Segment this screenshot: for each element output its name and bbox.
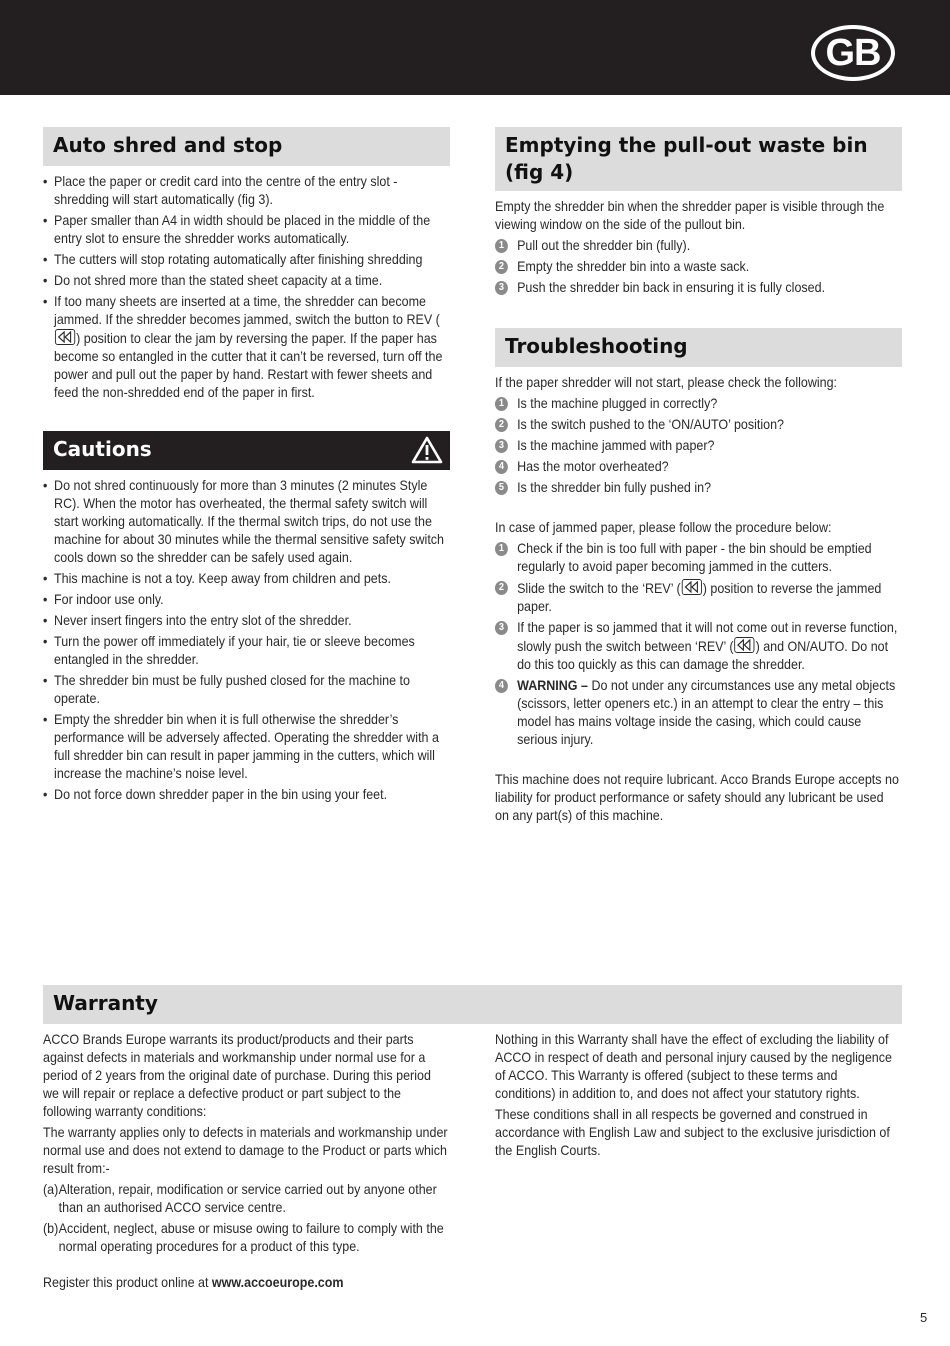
emptying-section [495, 127, 902, 300]
list-item [495, 540, 900, 576]
list-item: • Turn the power off immediately if your hair, tie or sleeve becomes entangled in the shredder. [43, 633, 448, 669]
step-text: Is the shredder bin fully pushed in? [517, 480, 712, 495]
list-item [495, 416, 900, 434]
jam-text-b: ) position to clear the jam by reversing the paper. If the paper has become so entangled in the cutter that it can’t be reversed, turn off the power and pull out the paper by hand. Restart with fewer sheets and feed the non-shredded end of the paper in first. [54, 331, 443, 400]
item-text: Accident, neglect, abuse or misuse owing to failure to comply with the normal operating procedures for a product of this type. [58, 1221, 444, 1254]
step-text: Empty the shredder bin into a waste sack. [517, 259, 750, 274]
emptying-heading: Emptying the pull-out waste bin (fig 4) [495, 127, 902, 191]
list-item: • Never insert fingers into the entry slot of the shredder. [43, 612, 448, 630]
troubleshooting-body [495, 374, 900, 825]
rev-icon [55, 329, 75, 345]
auto-shred-section [43, 127, 450, 405]
list-item [495, 258, 900, 276]
list-item: • The cutters will stop rotating automatically after finishing shredding [43, 251, 448, 269]
list-item [495, 458, 900, 476]
step-text: Do not under any circumstances use any metal objects (scissors, letter openers etc.) in an attempt to clear the entry – this model has mains voltage inside the casing, which could cause serious injury. [517, 678, 896, 747]
warranty-left-body [43, 1031, 448, 1292]
jam-text-a: If too many sheets are inserted at a time, the shredder can become jammed. If the shredder becomes jammed, switch the button to REV ( [54, 294, 440, 327]
step-text: Is the switch pushed to the ‘ON/AUTO’ position? [517, 417, 785, 432]
list-item [495, 237, 900, 255]
list-item [495, 437, 900, 455]
warning-label: WARNING – [517, 678, 588, 693]
cautions-section [43, 431, 450, 807]
list-item: • Place the paper or credit card into the centre of the entry slot - shredding will start automatically (fig 3). [43, 173, 448, 209]
step-number-1: 1 [495, 397, 508, 411]
troubleshooting-checks [495, 395, 900, 497]
list-item: • The shredder bin must be fully pushed closed for the machine to operate. [43, 672, 448, 708]
troubleshooting-heading: Troubleshooting [495, 328, 902, 367]
cautions-body [43, 477, 448, 804]
step-text: Slide the switch to the ‘REV’ ( [517, 581, 681, 596]
warranty-p1: ACCO Brands Europe warrants its product/products and their parts against defects in materials and workmanship under normal use for a period of 2 years from the original date of purchase. During this period we will repair or replace a defective product or part subject to the following warranty conditions: [43, 1032, 431, 1119]
warranty-heading: Warranty [43, 985, 902, 1024]
country-badge: GB [811, 25, 895, 81]
step-text: Has the motor overheated? [517, 459, 669, 474]
list-item [43, 1181, 448, 1217]
auto-shred-heading: Auto shred and stop [43, 127, 450, 166]
step-number-2: 2 [495, 418, 508, 432]
list-item: • Paper smaller than A4 in width should be placed in the middle of the entry slot to ensure the shredder works automatically. [43, 212, 448, 248]
auto-shred-list [43, 173, 448, 402]
rev-icon [682, 579, 702, 595]
warranty-right [495, 1031, 902, 1160]
step-number-4: 4 [495, 460, 508, 474]
cautions-list [43, 477, 448, 804]
warranty-left [43, 1031, 450, 1292]
register-text: Register this product online at [43, 1275, 212, 1290]
step-text: Is the machine plugged in correctly? [517, 396, 718, 411]
troubleshooting-section [495, 328, 902, 825]
list-item [495, 479, 900, 497]
jam-steps [495, 540, 900, 749]
list-item: • Do not shred more than the stated sheet capacity at a time. [43, 272, 448, 290]
list-item: • Empty the shredder bin when it is full otherwise the shredder’s performance will be adversely affected. Operating the shredder with a full shredder bin can result in paper jamming in the cutters, which will increase the machine’s noise level. [43, 711, 448, 783]
warning-triangle-icon [411, 436, 443, 464]
list-item [43, 293, 448, 402]
emptying-intro: Empty the shredder bin when the shredder paper is visible through the viewing window on the side of the pullout bin. [495, 199, 885, 232]
auto-shred-body [43, 173, 448, 402]
warranty-p3: Nothing in this Warranty shall have the effect of excluding the liability of ACCO in respect of death and personal injury caused by the negligence of ACCO. This Warranty is offered (subject to these terms and conditions) in addition to, and does not affect your statutory rights. [495, 1032, 892, 1101]
step-number-1: 1 [495, 239, 508, 253]
list-item [43, 1220, 448, 1256]
warranty-p2: The warranty applies only to defects in materials and workmanship under normal use and does not extend to damage to the Product or parts which result from:- [43, 1125, 448, 1176]
top-banner [0, 0, 950, 95]
list-item [495, 279, 900, 297]
step-text: Pull out the shredder bin (fully). [517, 238, 691, 253]
step-text: If the paper is so jammed that it will not come out in reverse function, slowly push the switch between ‘REV’ ( [517, 620, 898, 654]
register-line [43, 1274, 448, 1292]
warranty-section [43, 985, 902, 1024]
emptying-steps [495, 237, 900, 297]
troubleshooting-intro: If the paper shredder will not start, please check the following: [495, 375, 838, 390]
lubricant-note: This machine does not require lubricant. Acco Brands Europe accepts no liability for product performance or safety should any lubricant be used on any part(s) of this machine. [495, 772, 899, 823]
cautions-title: Cautions [53, 437, 152, 461]
rev-icon [734, 637, 754, 653]
step-number-3: 3 [495, 281, 508, 295]
item-label: (a) [43, 1182, 59, 1197]
list-item: • For indoor use only. [43, 591, 448, 609]
warranty-right-body [495, 1031, 900, 1160]
step-number-2: 2 [495, 581, 508, 595]
step-number-5: 5 [495, 481, 508, 495]
warranty-p4: These conditions shall in all respects be governed and construed in accordance with English Law and subject to the exclusive jurisdiction of the English Courts. [495, 1107, 890, 1158]
step-number-3: 3 [495, 621, 508, 635]
list-item: • This machine is not a toy. Keep away from children and pets. [43, 570, 448, 588]
page-number: 5 [920, 1310, 928, 1325]
emptying-body [495, 198, 900, 297]
step-text: ) position to reverse the jammed paper. [517, 581, 882, 614]
list-item [495, 677, 900, 749]
step-text: ) and ON/AUTO. Do not do this too quickly as this can damage the shredder. [517, 639, 889, 672]
step-number-3: 3 [495, 439, 508, 453]
register-link[interactable]: www.accoeurope.com [211, 1275, 344, 1290]
step-text: Is the machine jammed with paper? [517, 438, 715, 453]
jam-intro: In case of jammed paper, please follow the procedure below: [495, 520, 832, 535]
step-number-4: 4 [495, 679, 508, 693]
list-item [495, 395, 900, 413]
list-item [495, 579, 900, 616]
step-number-2: 2 [495, 260, 508, 274]
list-item [495, 619, 900, 674]
step-number-1: 1 [495, 542, 508, 556]
step-text: Check if the bin is too full with paper - the bin should be emptied regularly to avoid paper becoming jammed in the cutters. [517, 541, 872, 574]
item-text: Alteration, repair, modification or service carried out by anyone other than an authorised ACCO service centre. [58, 1182, 437, 1215]
item-label: (b) [43, 1221, 59, 1236]
list-item: • Do not shred continuously for more than 3 minutes (2 minutes Style RC). When the motor has overheated, the thermal safety switch will start working automatically. If the thermal switch trips, do not use the machine for about 30 minutes while the thermal sensitive safety switch cools down so the shredder can be safely used again. [43, 477, 448, 567]
cautions-heading [43, 431, 450, 470]
step-text: Push the shredder bin back in ensuring it is fully closed. [517, 280, 826, 295]
list-item: • Do not force down shredder paper in the bin using your feet. [43, 786, 448, 804]
